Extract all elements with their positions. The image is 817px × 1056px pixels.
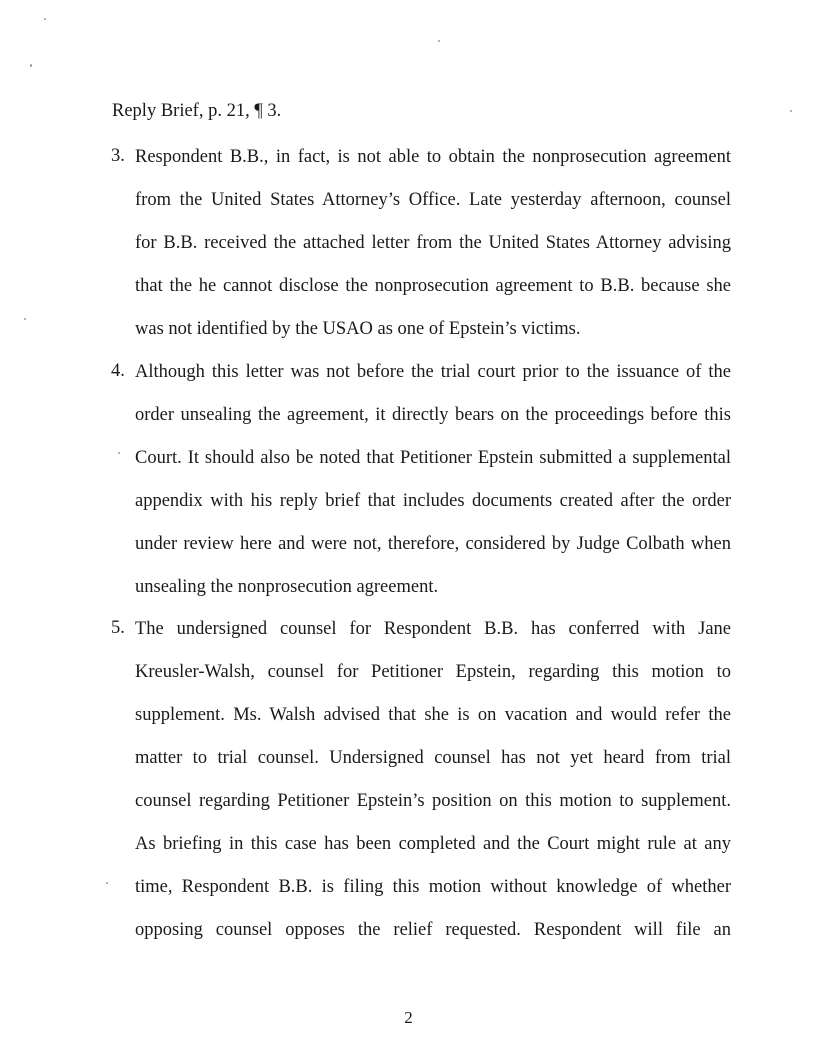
paragraph-5 <box>111 618 731 962</box>
paragraph-line: was not identified by the USAO as one of Epstein’s victims. <box>135 319 581 339</box>
scan-speck <box>790 110 792 112</box>
paragraph-line: under review here and were not, therefore, considered by Judge Colbath when <box>135 534 731 554</box>
scan-speck <box>24 318 26 320</box>
scan-speck <box>44 18 46 20</box>
paragraph-line: opposing counsel opposes the relief requested. Respondent will file an <box>135 920 731 940</box>
paragraph-line: Kreusler-Walsh, counsel for Petitioner Epstein, regarding this motion to <box>135 662 731 682</box>
page-number: 2 <box>404 1008 413 1027</box>
paragraph-number: 5. <box>111 618 125 638</box>
scan-speck <box>438 40 440 42</box>
paragraph-number: 4. <box>111 361 125 381</box>
scan-speck <box>30 64 32 67</box>
paragraph-line: Court. It should also be noted that Petitioner Epstein submitted a supplemental <box>135 448 731 468</box>
paragraph-3 <box>111 146 731 361</box>
paragraph-line: from the United States Attorney’s Office. Late yesterday afternoon, counsel <box>135 190 731 210</box>
scan-speck <box>106 882 108 884</box>
paragraph-line: matter to trial counsel. Undersigned counsel has not yet heard from trial <box>135 748 731 768</box>
paragraph-4 <box>111 361 731 619</box>
paragraph-line: counsel regarding Petitioner Epstein’s position on this motion to supplement. <box>135 791 731 811</box>
paragraph-line: supplement. Ms. Walsh advised that she is on vacation and would refer the <box>135 705 731 725</box>
paragraph-line: Respondent B.B., in fact, is not able to obtain the nonprosecution agreement <box>135 147 731 167</box>
paragraph-number: 3. <box>111 146 125 166</box>
paragraph-line: As briefing in this case has been completed and the Court might rule at any <box>135 834 731 854</box>
paragraph-line: appendix with his reply brief that includes documents created after the order <box>135 491 731 511</box>
paragraph-line: time, Respondent B.B. is filing this motion without knowledge of whether <box>135 877 731 897</box>
paragraph-line: The undersigned counsel for Respondent B.B. has conferred with Jane <box>135 619 731 639</box>
paragraph-line: unsealing the nonprosecution agreement. <box>135 577 439 597</box>
scan-speck <box>118 452 120 454</box>
paragraph-line: Although this letter was not before the trial court prior to the issuance of the <box>135 362 731 382</box>
paragraph-line: that the he cannot disclose the nonprosecution agreement to B.B. because she <box>135 276 731 296</box>
paragraph-line: for B.B. received the attached letter from the United States Attorney advising <box>135 233 731 253</box>
paragraph-line: order unsealing the agreement, it directly bears on the proceedings before this <box>135 405 731 425</box>
opening-line: Reply Brief, p. 21, ¶ 3. <box>112 101 282 121</box>
